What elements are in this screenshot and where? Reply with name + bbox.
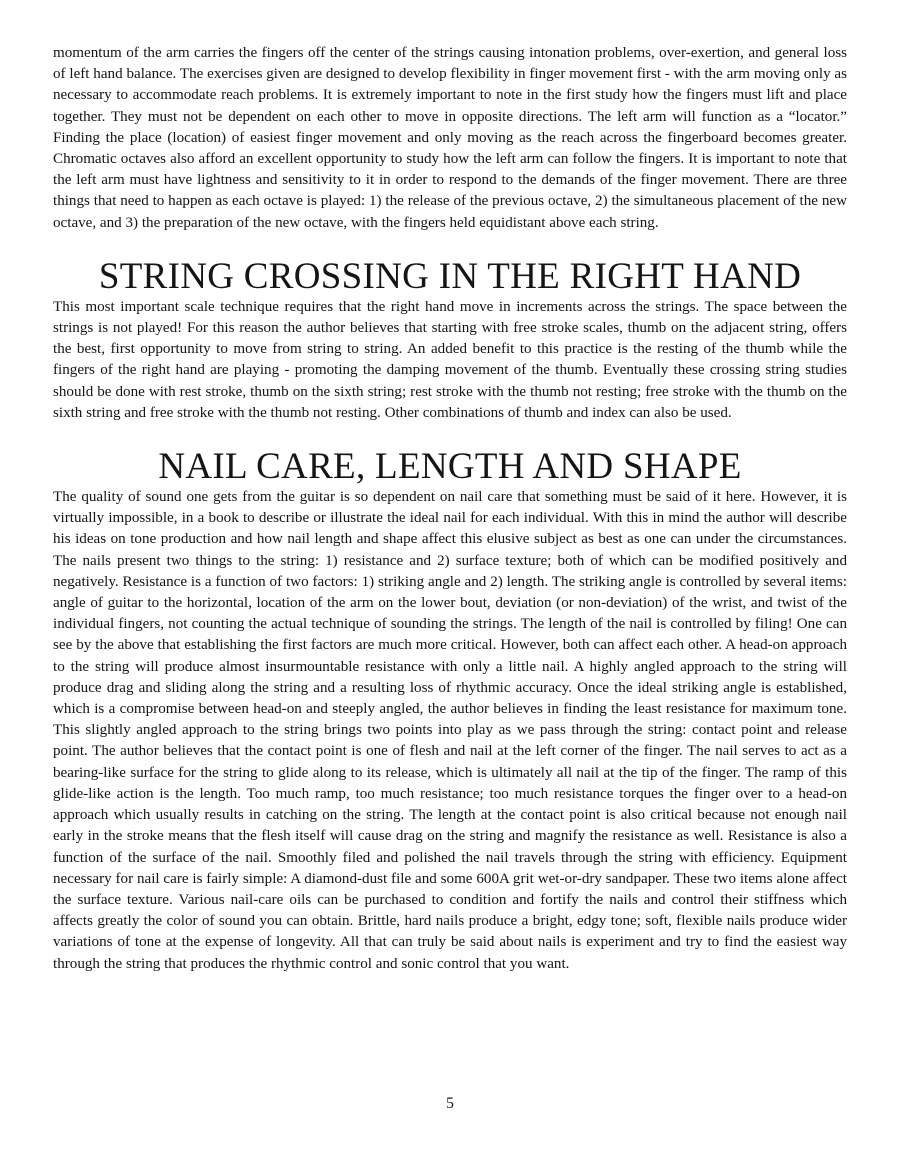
string-crossing-paragraph: This most important scale technique requires that the right hand move in increments across the strings. The space between the strings is not played! For this reason the author believes that starting with free stroke scales, thumb on the adjacent string, offers the best, first opportunity to move from string to string. An added benefit to this practice is the resting of the thumb while the fingers of the right hand are playing - promoting the damping movement of the thumb. Eventually these crossing string studies should be done with rest stroke, thumb on the sixth string; rest stroke with the thumb not resting; free stroke with the thumb on the sixth string and free stroke with the thumb not resting. Other combinations of thumb and index can also be used. bbox=[53, 298, 847, 421]
intro-paragraph: momentum of the arm carries the fingers off the center of the strings causing intonation problems, over-exertion, and general loss of left hand balance. The exercises given are designed to develop flexibility in finger movement first - with the arm moving only as necessary to accommodate reach problems. It is extremely important to note in the first study how the fingers must lift and place together. They must not be dependent on each other to move in opposite directions. The left arm will function as a “locator.” Finding the place (location) of easiest finger movement and only moving as the reach across the fingerboard becomes greater. Chromatic octaves also afford an excellent opportunity to study how the left arm can follow the fingers. It is important to note that the left arm must have lightness and sensitivity to it in order to respond to the demands of the finger movement. There are three things that need to happen as each octave is played: 1) the release of the previous octave, 2) the simultaneous placement of the new octave, and 3) the preparation of the new octave, with the fingers held equidistant above each string. bbox=[53, 45, 847, 231]
string-crossing-heading: STRING CROSSING IN THE RIGHT HAND bbox=[98, 255, 802, 297]
nail-care-paragraph: The quality of sound one gets from the guitar is so dependent on nail care that something must be said of it here. However, it is virtually impossible, in a book to describe or illustrate the ideal nail for each individual. With this in mind the author will describe his ideas on tone production and how nail length and shape affect this elusive subject as best as one can under the circumstances. The nails present two things to the string: 1) resistance and 2) surface texture; both of which can be modified positively and negatively. Resistance is a function of two factors: 1) striking angle and 2) length. The striking angle is controlled by several items: angle of guitar to the horizontal, location of the arm on the lower bout, deviation (or non-deviation) of the wrist, and twist of the individual fingers, not counting the actual technique of sounding the strings. The length of the nail is controlled by filing! One can see by the above that establishing the first factors are much more critical. However, both can affect each other. A head-on approach to the string will produce almost insurmountable resistance with only a little nail. A highly angled approach to the string will produce drag and sliding along the string and a resulting loss of rhythmic accuracy. Once the ideal striking angle is established, which is a compromise between head-on and steeply angled, the author believes in finding the least resistance for maximum tone. This slightly angled approach to the string brings two points into play as we pass through the string: contact point and release point. The author believes that the contact point is one of flesh and nail at the left corner of the finger. The nail serves to act as a bearing-like surface for the string to glide along to its release, which is ultimately all nail at the tip of the finger. The ramp of this glide-like action is the length. Too much ramp, too much resistance; too much resistance torques the finger over to a head-on approach which usually results in catching on the string. The length at the contact point is also critical because not enough nail early in the stroke means that the flesh itself will cause drag on the string and magnify the resistance as well. Resistance is also a function of the surface of the nail. Smoothly filed and polished the nail travels through the string with efficiency. Equipment necessary for nail care is fairly simple: A diamond-dust file and some 600A grit wet-or-dry sandpaper. These two items alone affect the surface texture. Various nail-care oils can be purchased to condition and fortify the nails and control their stiffness which affects greatly the color of sound you can obtain. Brittle, hard nails produce a bright, edgy tone; soft, flexible nails produce wider variations of tone at the expense of longevity. All that can truly be said about nails is experiment and try to find the easiest way through the string that produces the rhythmic control and sonic control that you want. bbox=[53, 489, 847, 972]
page-content bbox=[53, 43, 847, 975]
nail-care-heading: NAIL CARE, LENGTH AND SHAPE bbox=[158, 446, 742, 488]
page-number: 5 bbox=[446, 1095, 454, 1112]
